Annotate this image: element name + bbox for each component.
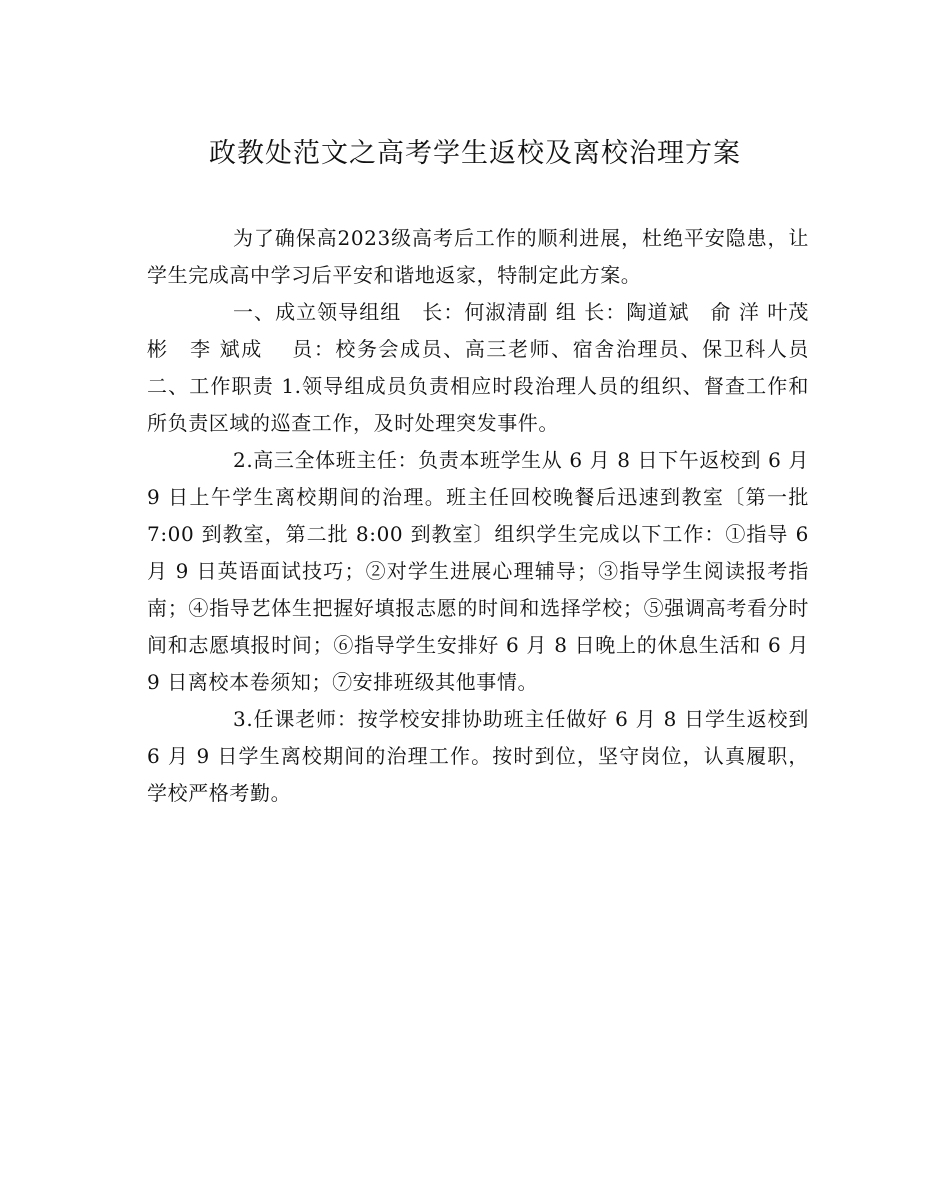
- document-title: 政教处范文之高考学生返校及离校治理方案: [209, 138, 741, 169]
- paragraph-leadership-and-duties: 一、成立领导组组 长：何淑清副 组 长：陶道斌 俞 洋 叶茂彬 李 斌成 员：校务会成员、高三老师、宿舍治理员、保卫科人员二、工作职责 1.领导组成员负责相应时段治理人员的组织、督查工作和所负责区域的巡查工作，及时处理突发事件。: [147, 300, 809, 435]
- paragraph-subject-teachers: 3.任课老师：按学校安排协助班主任做好 6 月 8 日学生返校到 6 月 9 日学生离校期间的治理工作。按时到位，坚守岗位，认真履职，学校严格考勤。: [147, 707, 809, 805]
- paragraph-intro: 为了确保高2023级高考后工作的顺利进展，杜绝平安隐患，让学生完成高中学习后平安和谐地返家，特制定此方案。: [147, 226, 809, 287]
- document-body: [147, 220, 809, 812]
- paragraph-head-teachers: 2.高三全体班主任：负责本班学生从 6 月 8 日下午返校到 6 月 9 日上午学生离校期间的治理。班主任回校晚餐后迅速到教室〔第一批 7:00 到教室，第二批 8:00 到教室〕组织学生完成以下工作：①指导 6 月 9 日英语面试技巧；②对学生进展心理辅导；③指导学生阅读报考指南；④指导艺体生把握好填报志愿的时间和选择学校；⑤强调高考看分时间和志愿填报时间；⑥指导学生安排好 6 月 8 日晚上的休息生活和 6 月 9 日离校本卷须知；⑦安排班级其他事情。: [147, 448, 809, 694]
